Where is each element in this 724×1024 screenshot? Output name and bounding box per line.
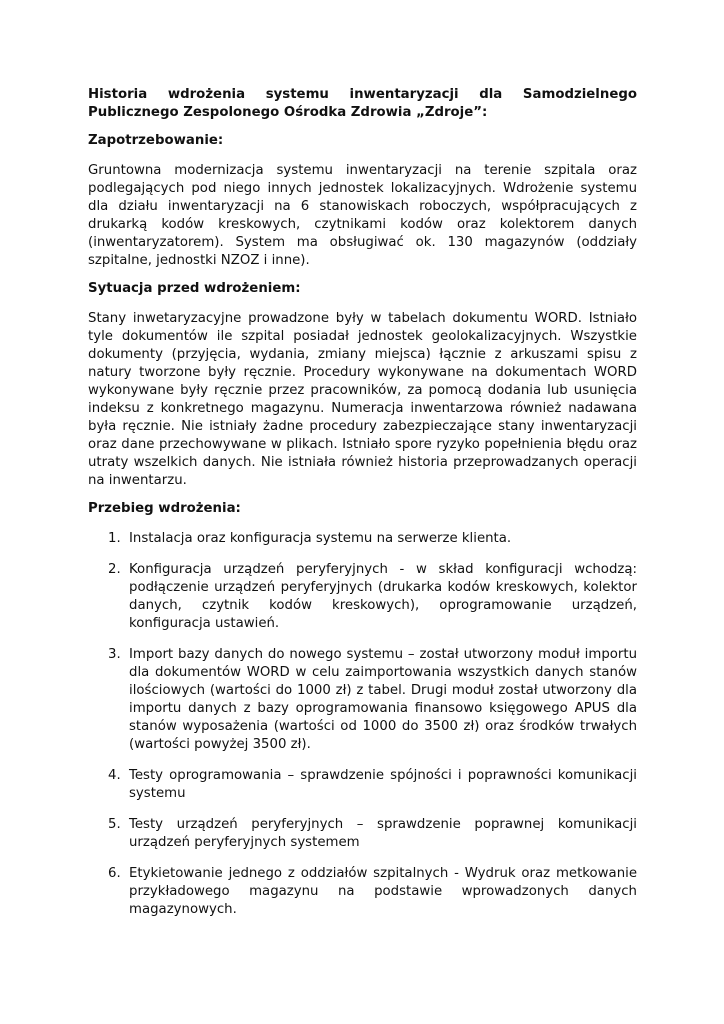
section-text-needs: Gruntowna modernizacja systemu inwentaryzacji na terenie szpitala oraz podlegających pod niego innych jednostek lokalizacyjnych. Wdrożenie systemu dla działu inwentaryzacji na 6 stanowiskach roboczych, współpracujących z drukarką kodów kreskowych, czytnikami kodów oraz kolektorem danych (inwentaryzatorem). System ma obsługiwać ok. 130 magazynów (oddziały szpitalne, jednostki NZOZ i inne). [88, 163, 637, 268]
section-heading-needs: Zapotrzebowanie: [88, 133, 224, 148]
list-item-text: Import bazy danych do nowego systemu – został utworzony moduł importu dla dokumentów WORD w celu zaimportowania wszystkich danych stanów ilościowych (wartości do 1000 zł) z tabel. Drugi moduł został utworzony dla importu danych z bazy oprogramowania finansowo księgowego APUS dla stanów wyposażenia (wartości od 1000 do 3500 zł) oraz środków trwałych (wartości powyżej 3500 zł). [129, 647, 637, 752]
list-item [88, 646, 637, 754]
list-item [88, 767, 637, 803]
list-item [88, 865, 637, 919]
document-title: Historia wdrożenia systemu inwentaryzacji dla Samodzielnego Publicznego Zespolonego Ośrodka Zdrowia „Zdroje”: [88, 87, 637, 120]
list-item-text: Instalacja oraz konfiguracja systemu na serwerze klienta. [129, 531, 512, 546]
section-heading-process: Przebieg wdrożenia: [88, 501, 241, 516]
list-item-number: 5. [108, 817, 121, 832]
list-item-text: Testy urządzeń peryferyjnych – sprawdzenie poprawnej komunikacji urządzeń peryferyjnych systemem [129, 817, 637, 850]
list-item [88, 530, 637, 548]
list-item-number: 1. [108, 531, 121, 546]
process-steps-list [88, 530, 637, 919]
list-item-text: Konfiguracja urządzeń peryferyjnych - w skład konfiguracji wchodzą: podłączenie urządzeń peryferyjnych (drukarka kodów kreskowych, kolektor danych, czytnik kodów kreskowych), oprogramowanie urządzeń, konfiguracja ustawień. [129, 562, 637, 631]
list-item-number: 3. [108, 647, 121, 662]
document-page [88, 86, 637, 932]
section-text-before: Stany inwetaryzacyjne prowadzone były w tabelach dokumentu WORD. Istniało tyle dokumentów ile szpital posiadał jednostek geolokalizacyjnych. Wszystkie dokumenty (przyjęcia, wydania, zmiany miejsca) łącznie z arkuszami spisu z natury tworzone były ręcznie. Procedury wykonywane na dokumentach WORD wykonywane były ręcznie przez pracowników, za pomocą dodania lub usunięcia indeksu z konkretnego magazynu. Numeracja inwentarzowa również nadawana była ręcznie. Nie istniały żadne procedury zabezpieczające stany inwentaryzacji oraz dane przechowywane w plikach. Istniało spore ryzyko popełnienia błędu oraz utraty wszelkich danych. Nie istniała również historia przeprowadzanych operacji na inwentarzu. [88, 311, 637, 488]
list-item [88, 816, 637, 852]
list-item-number: 6. [108, 866, 121, 881]
list-item-text: Testy oprogramowania – sprawdzenie spójności i poprawności komunikacji systemu [129, 768, 637, 801]
list-item-text: Etykietowanie jednego z oddziałów szpitalnych - Wydruk oraz metkowanie przykładowego magazynu na podstawie wprowadzonych danych magazynowych. [129, 866, 637, 917]
list-item-number: 4. [108, 768, 121, 783]
section-heading-before: Sytuacja przed wdrożeniem: [88, 281, 301, 296]
list-item [88, 561, 637, 633]
list-item-number: 2. [108, 562, 121, 577]
